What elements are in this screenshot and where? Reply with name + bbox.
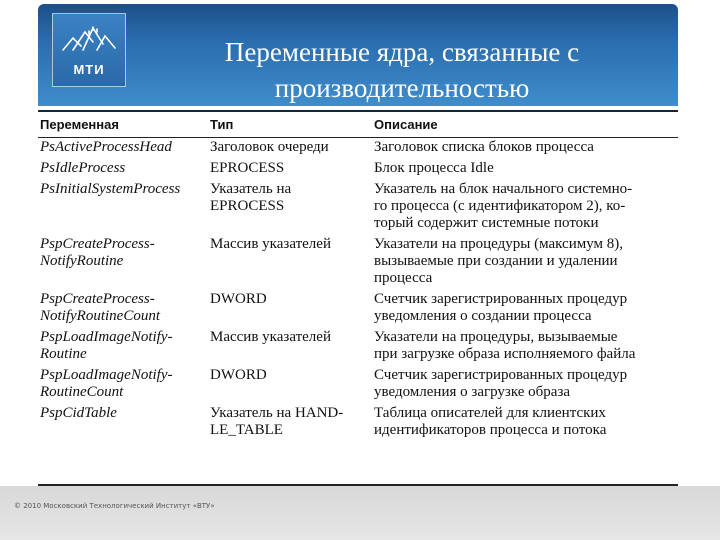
variable-cell-line: PspCidTable <box>40 405 117 421</box>
type-cell-line: LE_TABLE <box>210 422 283 438</box>
variable-cell-line: PsActiveProcessHead <box>40 139 172 155</box>
slide-content <box>38 106 678 486</box>
variable-cell-line: PsIdleProcess <box>40 160 126 176</box>
variable-cell-line: PspLoadImageNotify- <box>40 367 173 383</box>
type-cell <box>208 138 372 160</box>
description-cell <box>372 159 678 180</box>
type-cell-line: DWORD <box>210 291 267 307</box>
description-cell <box>372 138 678 160</box>
variable-cell <box>38 366 208 404</box>
table-row <box>38 290 678 328</box>
variable-cell <box>38 328 208 366</box>
footer-copyright: © 2010 Московский Технологический Институт «ВТУ» <box>14 502 215 510</box>
column-header-type: Тип <box>208 114 372 138</box>
description-cell-line: го процесса (с идентификатором 2), ко- <box>374 198 626 214</box>
description-cell-line: процесса <box>374 270 433 286</box>
variable-cell <box>38 290 208 328</box>
variable-cell <box>38 404 208 442</box>
logo-text: МТИ <box>73 62 105 77</box>
variable-cell-line: Routine <box>40 346 87 362</box>
description-cell-line: Указатели на процедуры, вызываемые <box>374 329 618 345</box>
description-cell-line: Заголовок списка блоков процесса <box>374 139 594 155</box>
description-cell <box>372 404 678 442</box>
description-cell <box>372 235 678 290</box>
variable-cell-line: PsInitialSystemProcess <box>40 181 181 197</box>
type-cell <box>208 159 372 180</box>
type-cell <box>208 290 372 328</box>
variable-cell-line: RoutineCount <box>40 384 124 400</box>
variable-cell-line: NotifyRoutine <box>40 253 124 269</box>
description-cell <box>372 290 678 328</box>
description-cell-line: вызываемые при создании и удалении <box>374 253 618 269</box>
description-cell-line: Счетчик зарегистрированных процедур <box>374 291 628 307</box>
type-cell <box>208 328 372 366</box>
description-cell-line: торый содержит системные потоки <box>374 215 599 231</box>
variable-cell <box>38 180 208 235</box>
variable-cell-line: PspLoadImageNotify- <box>40 329 173 345</box>
variable-cell-line: PspCreateProcess- <box>40 236 155 252</box>
type-cell-line: Заголовок очереди <box>210 139 329 155</box>
type-cell-line: EPROCESS <box>210 160 285 176</box>
table-row <box>38 404 678 442</box>
mountains-icon <box>59 20 121 60</box>
table-body <box>38 138 678 443</box>
description-cell-line: Таблица описателей для клиентских <box>374 405 606 421</box>
table-header-row <box>38 114 678 138</box>
type-cell-line: Массив указателей <box>210 329 331 345</box>
kernel-variables-table <box>38 114 678 442</box>
variable-cell-line: PspCreateProcess- <box>40 291 155 307</box>
slide-footer <box>0 486 720 540</box>
table-row <box>38 328 678 366</box>
type-cell-line: DWORD <box>210 367 267 383</box>
table-row <box>38 138 678 160</box>
table-row <box>38 180 678 235</box>
type-cell <box>208 180 372 235</box>
description-cell-line: уведомления о загрузке образа <box>374 384 571 400</box>
type-cell-line: Массив указателей <box>210 236 331 252</box>
description-cell <box>372 328 678 366</box>
table-top-rule <box>38 110 678 112</box>
type-cell <box>208 404 372 442</box>
description-cell <box>372 180 678 235</box>
slide-title-line-2: производительностью <box>274 73 530 103</box>
description-cell-line: уведомления о создании процесса <box>374 308 592 324</box>
type-cell-line: Указатель на <box>210 181 292 197</box>
type-cell <box>208 366 372 404</box>
table-row <box>38 235 678 290</box>
variable-cell-line: NotifyRoutineCount <box>40 308 160 324</box>
type-cell-line: Указатель на HAND- <box>210 405 344 421</box>
description-cell-line: Указатели на процедуры (максимум 8), <box>374 236 624 252</box>
table-row <box>38 366 678 404</box>
variable-cell <box>38 235 208 290</box>
type-cell-line: EPROCESS <box>210 198 285 214</box>
slide-title-line-1: Переменные ядра, связанные с <box>224 37 580 67</box>
column-header-variable: Переменная <box>38 114 208 138</box>
column-header-description: Описание <box>372 114 678 138</box>
institute-logo <box>52 13 126 87</box>
slide-title <box>132 34 672 106</box>
variable-cell <box>38 138 208 160</box>
variable-cell <box>38 159 208 180</box>
description-cell-line: идентификаторов процесса и потока <box>374 422 607 438</box>
description-cell-line: при загрузке образа исполняемого файла <box>374 346 636 362</box>
description-cell-line: Блок процесса Idle <box>374 160 494 176</box>
slide-header <box>38 4 678 106</box>
type-cell <box>208 235 372 290</box>
description-cell <box>372 366 678 404</box>
description-cell-line: Счетчик зарегистрированных процедур <box>374 367 628 383</box>
table-row <box>38 159 678 180</box>
description-cell-line: Указатель на блок начального системно- <box>374 181 633 197</box>
